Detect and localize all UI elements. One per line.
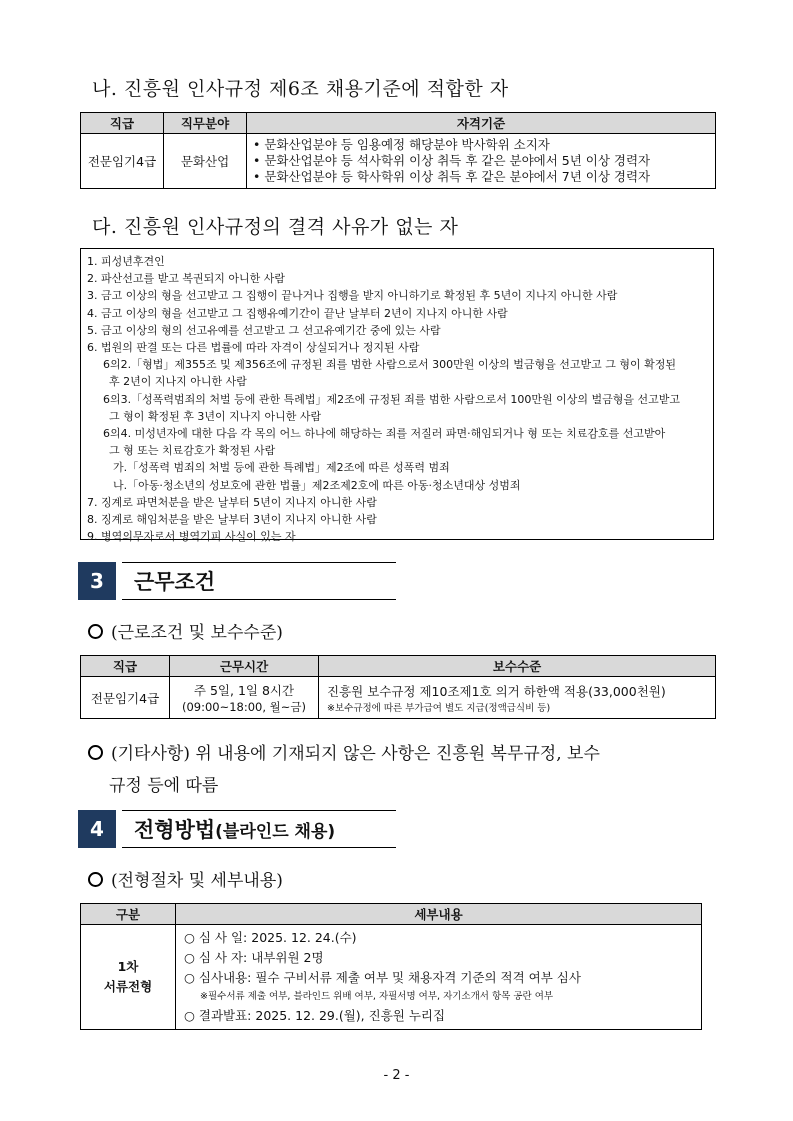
disq-item: 2. 파산선고를 받고 복권되지 아니한 사람	[87, 272, 285, 286]
stage-line: 1차	[117, 959, 139, 974]
header-details: 세부내용	[176, 904, 702, 925]
grade-cell: 전문임기4급	[81, 677, 170, 719]
detail-line: ○ 결과발표: 2025. 12. 29.(월), 진흥원 누리집	[184, 1008, 446, 1023]
page-number: - 2 -	[383, 1068, 410, 1083]
disq-item: 가.「성폭력 범죄의 처벌 등에 관한 특례법」제2조에 따른 성폭력 범죄	[113, 461, 450, 475]
disq-item: 그 형이 확정된 후 3년이 지나지 아니한 사람	[109, 409, 322, 423]
chapter-4-subhead	[88, 866, 283, 891]
header-hours: 근무시간	[170, 656, 319, 677]
pay-note: ※보수규정에 따른 부가급여 별도 지급(정액급식비 등)	[327, 702, 551, 714]
disq-item: 9. 병역의무자로서 병역기피 사실이 있는 자	[87, 530, 296, 544]
other-notes	[88, 738, 600, 802]
disq-item: 3. 금고 이상의 형을 선고받고 그 집행이 끝나거나 집행을 받지 아니하기로 확정된 후 5년이 지나지 아니한 사람	[87, 289, 618, 303]
disq-item: 나.「아동·청소년의 성보호에 관한 법률」제2조제2호에 따른 아동·청소년대상 성범죄	[113, 478, 521, 492]
disq-item: 6의4. 미성년자에 대한 다음 각 목의 어느 하나에 해당하는 죄를 저질러 파면·해임되거나 형 또는 치료감호를 선고받아	[103, 427, 666, 441]
working-conditions-table	[80, 655, 716, 719]
qualification-table	[80, 112, 716, 189]
section-na-title: 나. 진흥원 인사규정 제6조 채용기준에 적합한 자	[92, 78, 509, 100]
chapter-title: 근무조건	[134, 570, 216, 594]
header-pay: 보수수준	[319, 656, 716, 677]
detail-line: ○ 심 사 자: 내부위원 2명	[184, 950, 324, 965]
chapter-3-subhead	[88, 618, 283, 643]
header-criteria: 자격기준	[247, 113, 716, 134]
disq-item: 후 2년이 지나지 아니한 사람	[109, 375, 247, 389]
criteria-item: • 문화산업분야 등 임용예정 해당분야 박사학위 소지자	[253, 137, 550, 152]
chapter-number: 3	[78, 562, 116, 600]
criteria-item: • 문화산업분야 등 학사학위 이상 취득 후 같은 분야에서 7년 이상 경력자	[253, 169, 651, 184]
disq-item: 4. 금고 이상의 형을 선고받고 그 집행유예기간이 끝난 날부터 2년이 지나지 아니한 사람	[87, 306, 508, 320]
disqualification-box	[80, 248, 714, 544]
subhead-text: (근로조건 및 보수수준)	[111, 623, 283, 643]
detail-line: ○ 심사내용: 필수 구비서류 제출 여부 및 채용자격 기준의 적격 여부 심사	[184, 970, 581, 985]
chapter-4-heading	[78, 810, 396, 848]
disq-item: 1. 피성년후견인	[87, 255, 165, 268]
hollow-circle-icon	[88, 624, 103, 639]
disq-item: 그 형 또는 치료감호가 확정된 사람	[109, 444, 276, 458]
section-da-title: 다. 진흥원 인사규정의 결격 사유가 없는 자	[92, 216, 459, 238]
hours-cell	[170, 677, 319, 719]
other-line: 규정 등에 따름	[109, 776, 219, 796]
stage-line: 서류전형	[103, 979, 153, 994]
header-grade: 직급	[81, 113, 164, 134]
disq-item: 5. 금고 이상의 형의 선고유예를 선고받고 그 선고유예기간 중에 있는 사람	[87, 323, 441, 337]
subhead-text: (전형절차 및 세부내용)	[111, 871, 283, 891]
header-field: 직무분야	[164, 113, 247, 134]
grade-cell: 전문임기4급	[81, 134, 164, 189]
chapter-title	[134, 814, 335, 844]
criteria-item: • 문화산업분야 등 석사학위 이상 취득 후 같은 분야에서 5년 이상 경력자	[253, 153, 651, 168]
hollow-circle-icon	[88, 745, 103, 760]
pay-cell	[319, 677, 716, 719]
other-line: (기타사항) 위 내용에 기재되지 않은 사항은 진흥원 복무규정, 보수	[111, 744, 600, 764]
pay-line: 진흥원 보수규정 제10조제1호 의거 하한액 적용(33,000천원)	[327, 683, 666, 699]
criteria-cell	[247, 134, 716, 189]
hours-line: 주 5일, 1일 8시간	[193, 682, 295, 698]
chapter-title-suffix: (블라인드 채용)	[215, 822, 336, 842]
header-grade: 직급	[81, 656, 170, 677]
details-cell	[176, 925, 702, 1030]
detail-line: ○ 심 사 일: 2025. 12. 24.(수)	[184, 930, 357, 945]
chapter-number: 4	[78, 810, 116, 848]
field-cell: 문화산업	[164, 134, 247, 189]
disq-item: 7. 징계로 파면처분을 받은 날부터 5년이 지나지 아니한 사람	[87, 495, 377, 509]
selection-process-table	[80, 903, 702, 1030]
hollow-circle-icon	[88, 872, 103, 887]
chapter-3-heading	[78, 562, 396, 600]
chapter-title-main: 전형방법	[134, 818, 216, 842]
hours-line: (09:00~18:00, 월~금)	[181, 699, 307, 714]
stage-cell	[81, 925, 176, 1030]
disq-item: 8. 징계로 해임처분을 받은 날부터 3년이 지나지 아니한 사람	[87, 513, 377, 527]
detail-note: ※필수서류 제출 여부, 블라인드 위배 여부, 자필서명 여부, 자기소개서 항목 공란 여부	[200, 991, 554, 1002]
header-category: 구분	[81, 904, 176, 925]
disq-item: 6의2.「형법」제355조 및 제356조에 규정된 죄를 범한 사람으로서 300만원 이상의 벌금형을 선고받고 그 형이 확정된	[103, 358, 676, 372]
disq-item: 6의3.「성폭력범죄의 처벌 등에 관한 특례법」제2조에 규정된 죄를 범한 사람으로서 100만원 이상의 벌금형을 선고받고	[103, 392, 680, 406]
disq-item: 6. 법원의 판결 또는 다른 법률에 따라 자격이 상실되거나 정지된 사람	[87, 341, 420, 355]
